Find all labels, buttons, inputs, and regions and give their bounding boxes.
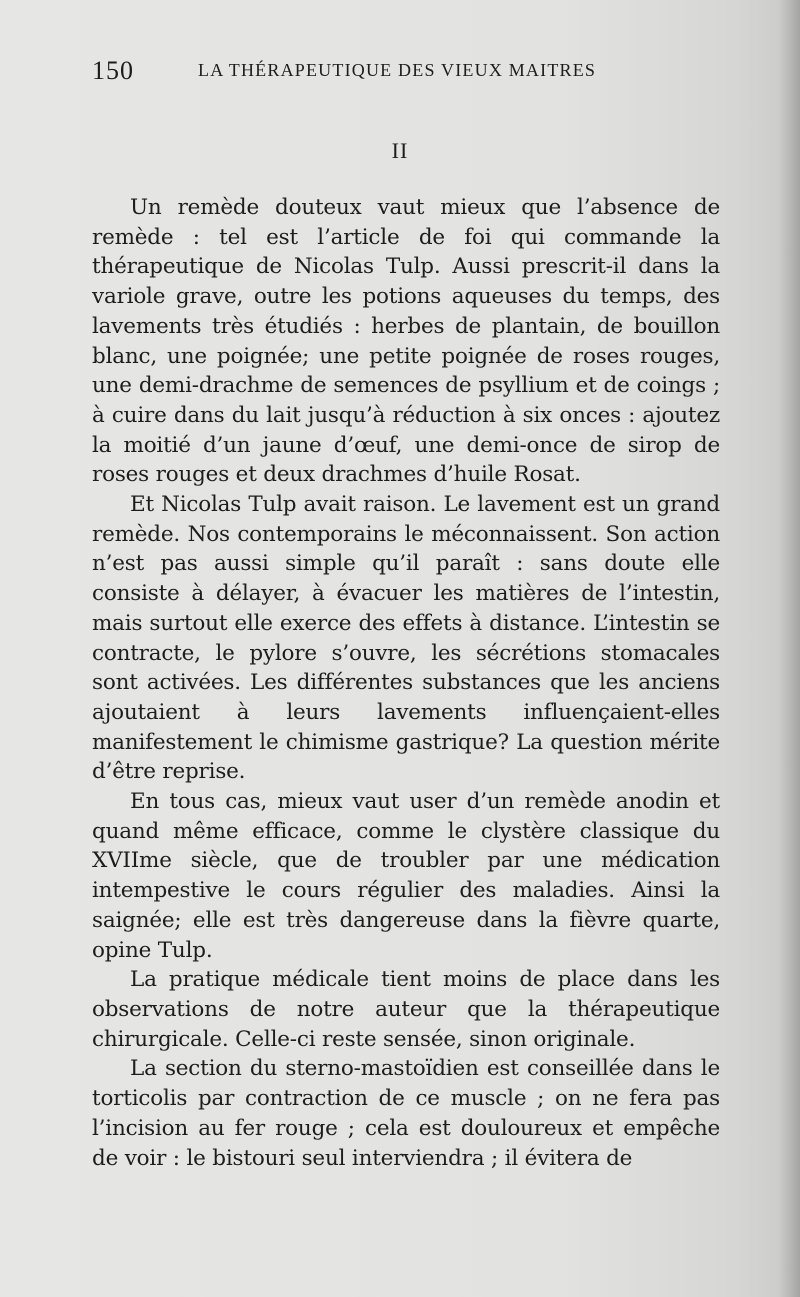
section-number: II xyxy=(391,138,409,163)
page-header xyxy=(92,56,722,86)
paragraph: La section du sterno-mastoïdien est conseillée dans le torticolis par contraction de ce muscle ; on ne fera pas l’incision au fer rouge ; cela est douloureux et empêche de voir : le bistouri seul interviendra ; il évitera de xyxy=(92,1056,720,1171)
paragraph: Et Nicolas Tulp avait raison. Le lavement est un grand remède. Nos contemporains le méconnaissent. Son action n’est pas aussi simple qu’il paraît : sans doute elle consiste à délayer, à évacuer les matières de l’intestin, mais surtout elle exerce des effets à distance. L’intestin se contracte, le pylore s’ouvre, les sécrétions stomacales sont activées. Les différentes substances que les anciens ajoutaient à leurs lavements influençaient-elles manifestement le chimisme gastrique? La question mérite d’être reprise. xyxy=(92,492,720,785)
paragraph: Un remède douteux vaut mieux que l’absence de remède : tel est l’article de foi qui commande la thérapeutique de Nicolas Tulp. Aussi prescrit-il dans la variole grave, outre les potions aqueuses du temps, des lavements très étudiés : herbes de plantain, de bouillon blanc, une poignée; une petite poignée de roses rouges, une demi-drachme de semences de psyllium et de coings ; à cuire dans du lait jusqu’à réduction à six onces : ajoutez la moitié d’un jaune d’œuf, une demi-once de sirop de roses rouges et deux drachmes d’huile Rosat. xyxy=(92,195,720,488)
page-number: 150 xyxy=(92,56,134,85)
paragraph: En tous cas, mieux vaut user d’un remède anodin et quand même efficace, comme le clystère classique du XVIIme siècle, que de troubler par une médication intempestive le cours régulier des maladies. Ainsi la saignée; elle est très dangereuse dans la fièvre quarte, opine Tulp. xyxy=(92,789,720,963)
page-gutter-shadow xyxy=(778,0,800,1297)
body-text xyxy=(92,193,720,1173)
running-title: LA THÉRAPEUTIQUE DES VIEUX MAITRES xyxy=(198,60,597,80)
paragraph: La pratique médicale tient moins de place dans les observations de notre auteur que la thérapeutique chirurgicale. Celle-ci reste sensée, sinon originale. xyxy=(92,967,720,1052)
